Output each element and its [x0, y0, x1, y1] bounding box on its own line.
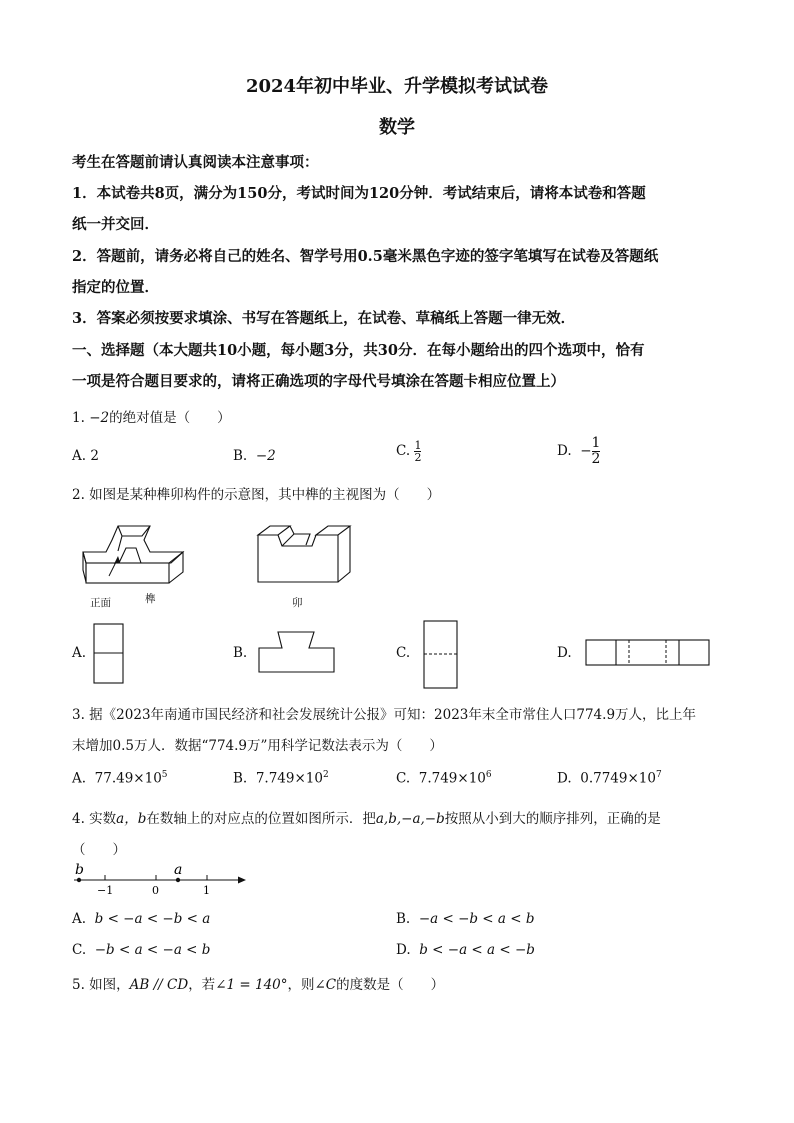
question-1	[72, 406, 231, 426]
q2-option-b[interactable]: B.	[233, 645, 248, 661]
q1-option-b[interactable]: B. −2	[233, 448, 276, 464]
fraction: $\frac{1}{2}$	[414, 439, 422, 464]
section-heading-cont: 一项是符合题目要求的，请将正确选项的字母代号填涂在答题卡相应位置上）	[72, 373, 565, 390]
question-3: 3. 据《2023年南通市国民经济和社会发展统计公报》可知：2023年末全市常住人口774.9万人，比上年	[72, 707, 697, 723]
question-text: 的绝对值是（ ）	[109, 410, 231, 426]
q3-option-b[interactable]: B. $7.749\times 10^2$	[233, 770, 329, 787]
notice-item-2-cont: 指定的位置．	[72, 279, 159, 296]
q1-option-c[interactable]: C. $\frac{1}{2}$	[396, 439, 422, 464]
point-b	[77, 878, 81, 882]
question-3-cont: 末增加0.5万人．数据“774.9万”用科学记数法表示为（ ）	[72, 738, 443, 754]
tick-label-neg1: −1	[97, 884, 114, 897]
math-expression: −2	[89, 410, 110, 426]
q3-option-d[interactable]: D. $0.7749\times 10^7$	[557, 770, 662, 787]
q2-option-a-figure[interactable]	[93, 623, 125, 685]
notice-item-1-cont: 纸一并交回．	[72, 216, 159, 233]
q3-option-a[interactable]: A. $77.49\times 10^5$	[72, 770, 168, 787]
fraction: $\frac{1}{2}$	[591, 435, 601, 467]
mortise-label: 卯	[292, 597, 303, 609]
q2-option-c[interactable]: C.	[396, 645, 411, 661]
notice-item-3: 3．答案必须按要求填涂、书写在答题纸上，在试卷、草稿纸上答题一律无效．	[72, 310, 576, 327]
axis-arrow	[238, 877, 246, 884]
q1-option-d[interactable]: D. − $\frac{1}{2}$	[557, 435, 601, 467]
point-a	[176, 878, 180, 882]
question-number: 1.	[72, 410, 85, 426]
number-line	[70, 860, 250, 898]
subject-title: 数学	[379, 117, 415, 138]
question-5: 5. 如图，AB // CD，若∠1 = 140°，则∠C的度数是（ ）	[72, 977, 445, 993]
notice-heading: 考生在答题前请认真阅读本注意事项：	[72, 154, 319, 171]
q2-option-c-figure[interactable]	[423, 620, 459, 690]
label-a: a	[174, 862, 183, 878]
q4-option-a[interactable]: A. b < −a < −b < a	[72, 911, 211, 927]
tick-label-1: 1	[203, 884, 210, 897]
question-4: 4. 实数a，b在数轴上的对应点的位置如图所示．把a,b,−a,−b按照从小到大的顺序排列，正确的是	[72, 811, 661, 827]
front-label: 正面	[90, 597, 111, 609]
notice-item-2: 2．答题前，请务必将自己的姓名、智学号用0.5毫米黑色字迹的签字笔填写在试卷及答题纸	[72, 248, 659, 265]
label-b: b	[75, 862, 84, 878]
question-2: 2. 如图是某种榫卯构件的示意图，其中榫的主视图为（ ）	[72, 487, 441, 503]
q2-option-d-figure[interactable]	[585, 639, 711, 667]
q2-option-b-figure[interactable]	[258, 630, 336, 674]
notice-item-1: 1．本试卷共8页，满分为150分，考试时间为120分钟．考试结束后，请将本试卷和答题	[72, 185, 646, 202]
question-4-cont: （ ）	[72, 842, 126, 858]
q2-option-d[interactable]: D.	[557, 645, 572, 661]
q4-option-b[interactable]: B. −a < −b < a < b	[396, 911, 535, 927]
tenon-label: 榫	[145, 593, 156, 605]
q3-option-c[interactable]: C. $7.749\times 10^6$	[396, 770, 492, 787]
page-title: 2024年初中毕业、升学模拟考试试卷	[245, 76, 549, 97]
q4-option-c[interactable]: C. −b < a < −a < b	[72, 942, 211, 958]
q1-option-a[interactable]: A. 2	[72, 448, 99, 464]
mortise-figure	[254, 520, 359, 590]
section-heading: 一、选择题（本大题共10小题，每小题3分，共30分．在每小题给出的四个选项中，恰有	[72, 342, 645, 359]
q2-option-a[interactable]: A.	[72, 645, 87, 661]
tick-label-0: 0	[152, 884, 159, 897]
q4-option-d[interactable]: D. b < −a < a < −b	[396, 942, 535, 958]
